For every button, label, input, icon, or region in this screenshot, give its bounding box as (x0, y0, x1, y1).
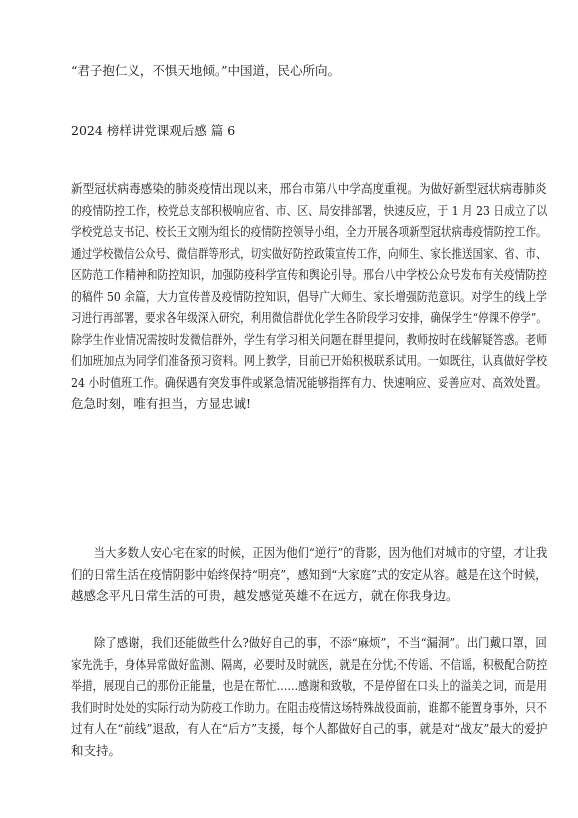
paragraph-3-line: 过有人在“前线”退敌，有人在“后方”支援，每个人都做好自己的事，就是对“战友”最大的爱护 (71, 721, 548, 736)
paragraph-2 (71, 542, 547, 607)
paragraph-3-line: 举措，展现自己的那份正能量，也是在帮忙……感谢和致敬，不是停留在口头上的溢美之词，而是用 (71, 678, 548, 693)
paragraph-1 (71, 178, 547, 415)
paragraph-3-line: 家先洗手，身体异常做好监测、隔离，必要时及时就医，就是在分忧;不传谣、不信谣，积极配合防控 (71, 656, 548, 672)
paragraph-2-line: 越感念平凡日常生活的可贵，越发感觉英雄不在远方，就在你我身边。 (71, 588, 459, 603)
paragraph-1-line: 区防范工作精神和防控知识，加强防疫科学宣传和舆论引导。邢台八中学校公众号发布有关疫情防控 (71, 267, 548, 282)
paragraph-1-line: 通过学校微信公众号、微信群等形式，切实做好防控政策宣传工作，向师生、家长推送国家、省、市、 (71, 245, 547, 261)
paragraph-1-line: 新型冠状病毒感染的肺炎疫情出现以来，邢台市第八中学高度重视。为做好新型冠状病毒肺炎 (71, 181, 547, 196)
paragraph-1-line: 危急时刻，唯有担当，方显忠诚! (71, 396, 252, 411)
paragraph-1-line: 24 小时值班工作。确保遇有突发事件或紧急情况能够指挥有力、快速响应、妥善应对、高效处置。 (71, 374, 547, 390)
paragraph-2-line: 当大多数人安心宅在家的时候，正因为他们“逆行”的背影，因为他们对城市的守望，才让我 (93, 545, 548, 560)
paragraph-1-line: 的疫情防控工作，校党总支部积极响应省、市、区、局安排部署，快速反应，于 1 月 23 日成立了以 (71, 202, 548, 218)
paragraph-3-line: 我们时时处处的实际行动为防疫工作助力。在阻击疫情这场特殊战役面前，谁都不能置身事外，只不 (71, 699, 548, 715)
paragraph-2-line: 们的日常生活在疫情阴影中始终保持“明亮”，感知到“大家庭”式的安定从容。越是在这个时候， (71, 566, 547, 582)
paragraph-1-line: 的稿件 50 余篇，大力宣传普及疫情防控知识，倡导广大师生、家长增强防范意识。对学生的线上学 (71, 288, 547, 304)
paragraph-1-line: 学校党总支书记、校长王文刚为组长的疫情防控领导小组，全力开展各项新型冠状病毒疫情防控工作。 (71, 224, 547, 239)
paragraph-3-line: 和支持。 (71, 742, 122, 758)
paragraph-1-line: 除学生作业情况需按时发微信群外，学生有学习相关问题在群里提问，教师按时在线解疑答惑。老师 (71, 331, 548, 347)
paragraph-3-line: 除了感谢，我们还能做些什么?做好自己的事，不添“麻烦”，不当“漏洞”。出门戴口罩，回 (93, 635, 547, 650)
quote-line: “君子抱仁义，不惧天地倾。”中国道，民心所向。 (71, 63, 341, 78)
paragraph-1-line: 们加班加点为同学们准备预习资料。网上教学，目前已开始积极联系试用。一如既往，认真做好学校 (71, 353, 548, 368)
section-heading: 2024 榜样讲党课观后感 篇 6 (71, 123, 236, 138)
paragraph-3 (71, 632, 547, 761)
paragraph-1-line: 习进行再部署，要求各年级深入研究，利用微信群优化学生各阶段学习安排，确保学生“停课不停学”。 (71, 310, 547, 325)
